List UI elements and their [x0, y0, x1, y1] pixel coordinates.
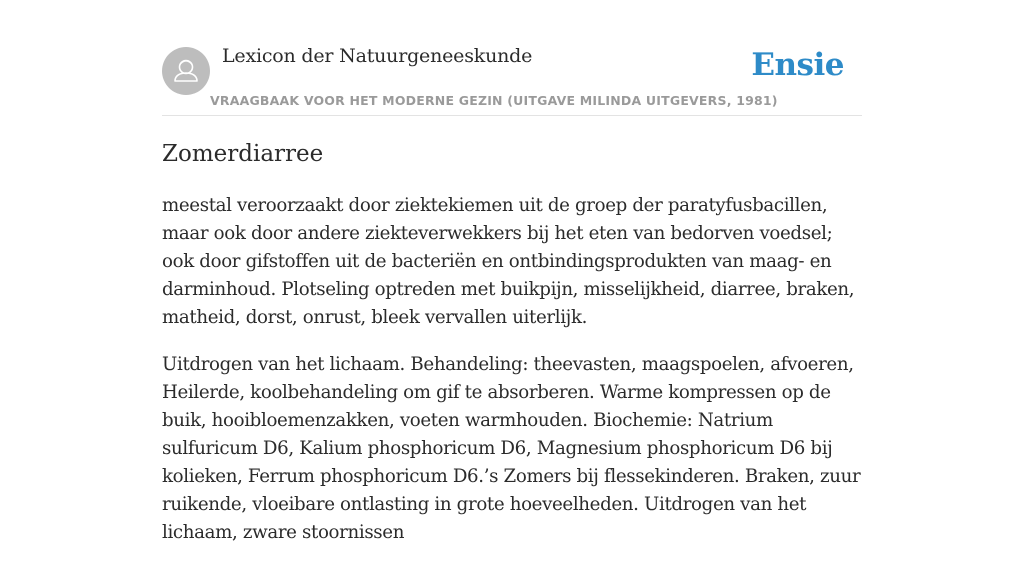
entry-body [162, 192, 862, 566]
book-subtitle: VRAAGBAAK VOOR HET MODERNE GEZIN (UITGAVE MILINDA UITGEVERS, 1981) [210, 93, 778, 108]
entry-paragraph: meestal veroorzaakt door ziektekiemen uit de groep der paratyfusbacillen, maar ook door andere ziekteverwekkers bij het eten van bedorven voedsel; ook door gifstoffen uit de bacteriën en ontbindingsprodukten van maag- en darminhoud. Plotseling optreden met buikpijn, misselijkheid, diarree, braken, matheid, dorst, onrust, bleek vervallen uiterlijk. [162, 195, 855, 328]
content-container [162, 0, 862, 543]
entry-title: Zomerdiarree [162, 141, 324, 167]
book-header [162, 0, 862, 116]
ensie-logo[interactable]: Ensie [751, 47, 844, 83]
avatar[interactable] [162, 47, 210, 95]
entry-paragraph: Uitdrogen van het lichaam. Behandeling: theevasten, maagspoelen, afvoeren, Heilerde, koolbehandeling om gif te absorberen. Warme kompressen op de buik, hooibloemenzakken, voeten warmhouden. Biochemie: Natrium sulfuricum D6, Kalium phosphoricum D6, Magnesium phosphoricum D6 bij kolieken, Ferrum phosphoricum D6.’s Zomers bij flessekinderen. Braken, zuur ruikende, vloeibare ontlasting in grote hoeveelheden. Uitdrogen van het lichaam, zware stoornissen [162, 354, 861, 543]
book-title[interactable]: Lexicon der Natuurgeneeskunde [222, 45, 533, 67]
user-silhouette-icon [162, 47, 210, 95]
